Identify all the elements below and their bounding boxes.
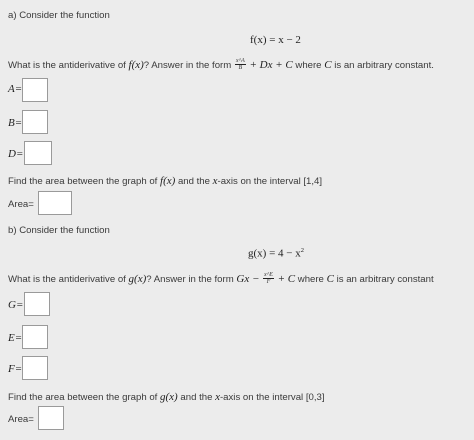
input-e[interactable] [22, 325, 48, 349]
part-a-function-text: f(x) = x − 2 [250, 34, 301, 46]
part-b-area-question [8, 391, 325, 403]
area-fx: f(x) [160, 175, 176, 187]
area-suffix: -axis on the interval [0,3] [219, 392, 325, 403]
area-label-a: Area= [8, 199, 34, 210]
area-mid: and the [180, 392, 213, 403]
input-f[interactable] [22, 356, 48, 380]
input-a[interactable] [22, 78, 48, 102]
area-xvar: x [212, 175, 218, 187]
fraction-numerator: x^A [235, 58, 245, 64]
input-label-g: G= [8, 299, 24, 311]
fraction-numerator: x^E [264, 272, 273, 278]
question-suffix: where [295, 60, 322, 72]
input-label-a: A= [8, 83, 23, 95]
constant-c: C [326, 273, 334, 286]
part-a-heading: a) Consider the function [8, 10, 110, 21]
question-end: is an arbitrary constant [336, 274, 434, 286]
form-fraction [263, 272, 274, 285]
form-rest: + C [277, 273, 296, 286]
function-exponent: 2 [300, 247, 304, 254]
part-b-function [248, 247, 304, 260]
form-rest: + Dx + C [249, 59, 293, 72]
question-gx: g(x) [128, 273, 147, 286]
form-start: Gx − [236, 273, 260, 286]
area-prefix: Find the area between the graph of [8, 176, 158, 187]
input-label-f: F= [8, 363, 23, 375]
question-end: is an arbitrary constant. [334, 60, 434, 72]
constant-c: C [324, 59, 332, 72]
input-g[interactable] [24, 292, 50, 316]
question-mid: ? Answer in the form [143, 60, 232, 72]
area-label-b: Area= [8, 414, 34, 425]
input-d[interactable] [24, 141, 52, 165]
part-a-question [8, 59, 434, 72]
area-suffix: -axis on the interval [1,4] [217, 176, 323, 187]
part-b-heading: b) Consider the function [8, 225, 110, 236]
fraction-denominator: B [238, 65, 243, 71]
fraction-denominator: F [266, 279, 271, 285]
question-mid: ? Answer in the form [146, 274, 234, 286]
input-label-d: D= [8, 148, 24, 160]
question-suffix: where [297, 274, 324, 286]
part-a-function [250, 34, 301, 46]
part-a-area-question [8, 175, 322, 187]
form-fraction [235, 58, 246, 71]
area-gx: g(x) [160, 391, 178, 403]
input-b[interactable] [22, 110, 48, 134]
input-label-e: E= [8, 332, 23, 344]
area-mid: and the [177, 176, 210, 187]
input-label-b: B= [8, 117, 23, 129]
question-prefix: What is the antiderivative of [8, 274, 126, 286]
part-b-function-text: g(x) = 4 − x [248, 247, 301, 260]
question-fx: f(x) [128, 59, 144, 72]
area-prefix: Find the area between the graph of [8, 392, 158, 403]
question-prefix: What is the antiderivative of [8, 60, 126, 72]
area-xvar: x [215, 391, 220, 403]
area-input-a[interactable] [38, 191, 72, 215]
area-input-b[interactable] [38, 406, 64, 430]
part-b-question [8, 273, 434, 286]
